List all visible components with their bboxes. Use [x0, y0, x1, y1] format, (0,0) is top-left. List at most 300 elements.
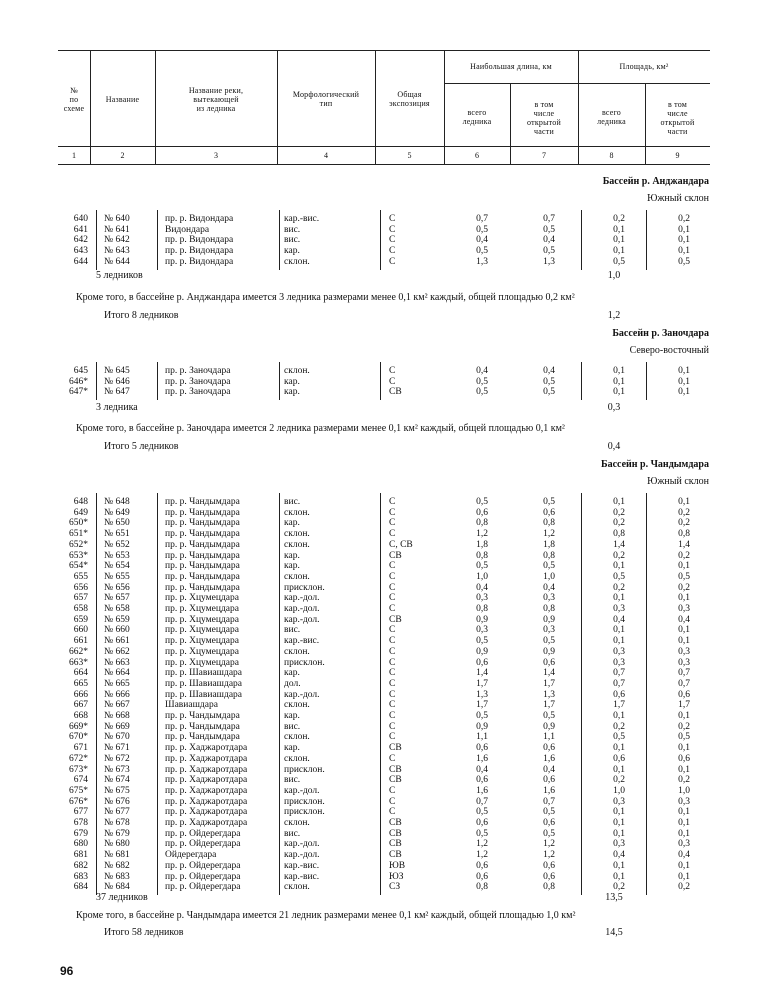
glacier-name: № 640	[104, 214, 130, 224]
length-open: 0,5	[543, 246, 555, 257]
scheme-number: 660	[73, 625, 88, 636]
length-open: 1,7	[543, 700, 555, 711]
length-open: 0,7	[543, 214, 555, 224]
glacier-name: № 676	[104, 796, 130, 807]
table-row	[0, 743, 761, 753]
scheme-number: 656	[73, 582, 88, 593]
glacier-name: № 659	[104, 614, 130, 625]
morph-type: присклон.	[284, 764, 325, 775]
scheme-number: 681	[73, 850, 88, 861]
column-number: 9	[675, 151, 680, 160]
basin-slope: Северо-восточный	[629, 345, 709, 356]
morph-type: склон.	[284, 571, 310, 582]
exposure: СВ	[389, 850, 402, 861]
area-open: 0,1	[678, 636, 690, 647]
extra-glaciers-note: Кроме того, в бассейне р. Заночдара имеется 2 ледника размерами менее 0,1 км² каждый, общей площадью 0,1 км²	[76, 423, 565, 434]
length-total: 0,5	[476, 561, 488, 572]
table-row	[0, 658, 761, 668]
river-name: пр. р. Шавиашдара	[165, 689, 243, 700]
glacier-name: № 667	[104, 700, 130, 711]
area-open: 0,1	[678, 561, 690, 572]
length-total: 0,5	[476, 711, 488, 721]
area-open: 0,1	[678, 743, 690, 754]
length-open: 1,6	[543, 753, 555, 764]
glacier-name: № 682	[104, 860, 130, 871]
glacier-name: № 668	[104, 711, 130, 721]
scheme-number: 666	[73, 689, 88, 700]
morph-type: кар.	[284, 561, 300, 572]
area-total: 0,4	[613, 614, 625, 625]
scheme-number: 682	[73, 860, 88, 871]
area-total: 0,3	[613, 604, 625, 614]
area-total: 0,4	[613, 850, 625, 861]
table-row	[0, 765, 761, 775]
table-row	[0, 583, 761, 593]
table-row	[0, 561, 761, 571]
length-total: 0,5	[476, 807, 488, 818]
river-name: пр. р. Ойдерегдара	[165, 871, 241, 882]
area-total: 0,2	[613, 214, 625, 224]
morph-type: присклон.	[284, 796, 325, 807]
area-open: 0,1	[678, 366, 690, 376]
area-open: 0,7	[678, 678, 690, 689]
exposure: С	[389, 571, 396, 582]
river-name: пр. р. Хаджаротдара	[165, 775, 248, 786]
river-name: пр. р. Чандымдара	[165, 582, 240, 593]
exposure: С	[389, 711, 396, 721]
area-total: 0,3	[613, 796, 625, 807]
length-total: 0,6	[476, 657, 488, 668]
morph-type: кар.	[284, 387, 300, 398]
river-name: пр. р. Чандымдара	[165, 497, 240, 507]
length-open: 0,4	[543, 366, 555, 376]
area-open: 0,8	[678, 529, 690, 540]
area-open: 0,1	[678, 625, 690, 636]
morph-type: кар.	[284, 550, 300, 561]
table-row	[0, 529, 761, 539]
glacier-name: № 670	[104, 732, 130, 743]
scheme-number: 677	[73, 807, 88, 818]
scheme-number: 675*	[69, 785, 88, 796]
scheme-number: 648	[73, 497, 88, 507]
column-number: 8	[609, 151, 614, 160]
table-row	[0, 604, 761, 614]
length-total: 0,7	[476, 796, 488, 807]
area-open: 0,1	[678, 387, 690, 398]
exposure: С	[389, 668, 396, 679]
area-open: 0,5	[678, 571, 690, 582]
table-row	[0, 679, 761, 689]
length-total: 0,4	[476, 366, 488, 376]
exposure: С	[389, 497, 396, 507]
area-total: 0,8	[613, 529, 625, 540]
glacier-name: № 666	[104, 689, 130, 700]
glacier-name: № 653	[104, 550, 130, 561]
length-total: 1,1	[476, 732, 488, 743]
scheme-number: 679	[73, 828, 88, 839]
length-total: 0,6	[476, 818, 488, 828]
river-name: пр. р. Ойдерегдара	[165, 828, 241, 839]
area-total: 0,2	[613, 721, 625, 732]
morph-type: кар.-вис.	[284, 860, 320, 871]
area-total: 0,1	[613, 636, 625, 647]
scheme-number: 644	[73, 256, 88, 267]
area-open: 0,1	[678, 828, 690, 839]
length-open: 0,5	[543, 376, 555, 387]
area-open: 1,4	[678, 539, 690, 550]
length-open: 1,3	[543, 689, 555, 700]
scheme-number: 663*	[69, 657, 88, 668]
length-open: 0,6	[543, 860, 555, 871]
river-name: пр. р. Ойдерегдара	[165, 882, 241, 893]
length-total: 1,3	[476, 256, 488, 267]
glacier-count: 37 ледников	[96, 892, 148, 903]
exposure: С	[389, 256, 396, 267]
table-row	[0, 366, 761, 376]
glacier-name: № 649	[104, 507, 130, 518]
exposure: С	[389, 582, 396, 593]
glacier-name: № 680	[104, 839, 130, 850]
basin-total: Итого 8 ледников	[104, 310, 179, 321]
morph-type: вис.	[284, 235, 301, 246]
area-open: 1,7	[678, 700, 690, 711]
length-open: 0,8	[543, 550, 555, 561]
area-total: 0,1	[613, 366, 625, 376]
length-open: 0,8	[543, 518, 555, 529]
glacier-name: № 677	[104, 807, 130, 818]
area-open: 0,2	[678, 582, 690, 593]
length-open: 0,9	[543, 646, 555, 657]
area-open: 0,2	[678, 550, 690, 561]
morph-type: кар.	[284, 376, 300, 387]
morph-type: вис.	[284, 775, 301, 786]
length-total: 1,8	[476, 539, 488, 550]
length-total: 0,8	[476, 604, 488, 614]
morph-type: кар.	[284, 518, 300, 529]
morph-type: кар.-дол.	[284, 593, 320, 604]
extra-glaciers-note: Кроме того, в бассейне р. Анджандара имеется 3 ледника размерами менее 0,1 км² каждый, общей площадью 0,2 км²	[76, 292, 575, 303]
river-name: пр. р. Чандымдара	[165, 721, 240, 732]
area-open: 0,5	[678, 732, 690, 743]
glacier-count-area: 13,5	[605, 892, 623, 903]
morph-type: склон.	[284, 366, 310, 376]
length-open: 0,3	[543, 625, 555, 636]
length-open: 0,9	[543, 721, 555, 732]
table-row	[0, 807, 761, 817]
glacier-name: № 683	[104, 871, 130, 882]
morph-type: вис.	[284, 721, 301, 732]
river-name: пр. р. Хцумецдара	[165, 614, 239, 625]
header-area-group: Площадь, км²	[619, 62, 669, 71]
glacier-name: № 648	[104, 497, 130, 507]
length-total: 0,6	[476, 743, 488, 754]
morph-type: склон.	[284, 882, 310, 893]
column-number: 4	[324, 151, 328, 160]
length-open: 0,7	[543, 796, 555, 807]
table-row	[0, 754, 761, 764]
exposure: СВ	[389, 828, 402, 839]
length-open: 1,7	[543, 678, 555, 689]
table-row	[0, 235, 761, 245]
river-name: пр. р. Заночдара	[165, 366, 231, 376]
area-total: 0,2	[613, 518, 625, 529]
length-total: 0,6	[476, 871, 488, 882]
length-total: 1,0	[476, 571, 488, 582]
river-name: Видондара	[165, 224, 210, 235]
area-total: 0,1	[613, 871, 625, 882]
exposure: С	[389, 366, 396, 376]
length-open: 1,2	[543, 529, 555, 540]
table-row	[0, 711, 761, 721]
exposure: С	[389, 246, 396, 257]
length-total: 1,2	[476, 839, 488, 850]
glacier-name: № 664	[104, 668, 130, 679]
length-open: 0,5	[543, 561, 555, 572]
river-name: пр. р. Чандымдара	[165, 529, 240, 540]
area-total: 0,3	[613, 646, 625, 657]
glacier-name: № 642	[104, 235, 130, 246]
area-total: 0,1	[613, 625, 625, 636]
scheme-number: 670*	[69, 732, 88, 743]
area-open: 0,3	[678, 657, 690, 668]
exposure: С	[389, 561, 396, 572]
length-total: 0,9	[476, 614, 488, 625]
length-total: 1,4	[476, 668, 488, 679]
glacier-name: № 644	[104, 256, 130, 267]
length-open: 0,3	[543, 593, 555, 604]
column-number: 7	[542, 151, 546, 160]
area-total: 0,1	[613, 497, 625, 507]
area-open: 0,2	[678, 214, 690, 224]
scheme-number: 684	[73, 882, 88, 893]
area-total: 0,2	[613, 507, 625, 518]
scheme-number: 678	[73, 818, 88, 828]
exposure: С	[389, 732, 396, 743]
scheme-number: 661	[73, 636, 88, 647]
length-total: 1,6	[476, 785, 488, 796]
scheme-number: 667	[73, 700, 88, 711]
table-row	[0, 387, 761, 397]
length-total: 0,6	[476, 775, 488, 786]
area-open: 0,3	[678, 839, 690, 850]
river-name: пр. р. Чандымдара	[165, 539, 240, 550]
river-name: пр. р. Хаджаротдара	[165, 807, 248, 818]
area-open: 0,3	[678, 604, 690, 614]
river-name: пр. р. Видондара	[165, 235, 234, 246]
table-row	[0, 377, 761, 387]
table-row	[0, 882, 761, 892]
area-open: 0,4	[678, 850, 690, 861]
glacier-name: № 641	[104, 224, 130, 235]
area-open: 0,2	[678, 775, 690, 786]
area-open: 0,1	[678, 497, 690, 507]
exposure: С	[389, 721, 396, 732]
table-row	[0, 540, 761, 550]
length-total: 0,3	[476, 593, 488, 604]
area-open: 0,2	[678, 518, 690, 529]
length-open: 0,5	[543, 636, 555, 647]
table-row	[0, 497, 761, 507]
table-row	[0, 732, 761, 742]
exposure: СВ	[389, 775, 402, 786]
morph-type: кар.-вис.	[284, 214, 320, 224]
scheme-number: 672*	[69, 753, 88, 764]
table-row	[0, 551, 761, 561]
exposure: С, СВ	[389, 539, 413, 550]
table-row	[0, 829, 761, 839]
length-open: 1,3	[543, 256, 555, 267]
river-name: пр. р. Хаджаротдара	[165, 743, 248, 754]
area-total: 0,1	[613, 376, 625, 387]
basin-total: Итого 58 ледников	[104, 927, 184, 938]
area-open: 0,1	[678, 376, 690, 387]
morph-type: кар.-дол.	[284, 850, 320, 861]
page-number: 96	[60, 964, 74, 978]
area-open: 0,1	[678, 224, 690, 235]
header-scheme-number: № по схеме	[63, 86, 85, 113]
exposure: С	[389, 785, 396, 796]
river-name: пр. р. Хаджаротдара	[165, 764, 248, 775]
scheme-number: 652*	[69, 539, 88, 550]
length-total: 0,5	[476, 224, 488, 235]
morph-type: присклон.	[284, 582, 325, 593]
length-open: 0,4	[543, 764, 555, 775]
exposure: С	[389, 646, 396, 657]
length-total: 1,2	[476, 850, 488, 861]
table-row	[0, 214, 761, 224]
area-open: 0,1	[678, 235, 690, 246]
glacier-name: № 669	[104, 721, 130, 732]
length-total: 0,6	[476, 507, 488, 518]
area-total: 0,1	[613, 807, 625, 818]
scheme-number: 643	[73, 246, 88, 257]
river-name: пр. р. Чандымдара	[165, 550, 240, 561]
area-open: 0,4	[678, 614, 690, 625]
scheme-number: 642	[73, 235, 88, 246]
table-row	[0, 593, 761, 603]
river-name: пр. р. Шавиашдара	[165, 678, 243, 689]
scheme-number: 650*	[69, 518, 88, 529]
morph-type: склон.	[284, 529, 310, 540]
basin-slope: Южный склон	[647, 476, 709, 487]
river-name: пр. р. Хцумецдара	[165, 657, 239, 668]
area-open: 0,5	[678, 256, 690, 267]
river-name: пр. р. Чандымдара	[165, 561, 240, 572]
morph-type: склон.	[284, 818, 310, 828]
area-total: 1,7	[613, 700, 625, 711]
header-area-open: в том числе открытой части	[660, 100, 695, 136]
river-name: пр. р. Видондара	[165, 246, 234, 257]
area-total: 0,1	[613, 860, 625, 871]
morph-type: кар.-дол.	[284, 785, 320, 796]
scheme-number: 680	[73, 839, 88, 850]
length-total: 0,8	[476, 550, 488, 561]
area-total: 0,2	[613, 582, 625, 593]
length-open: 0,5	[543, 224, 555, 235]
exposure: ЮВ	[389, 860, 406, 871]
length-total: 0,5	[476, 497, 488, 507]
area-total: 0,5	[613, 256, 625, 267]
exposure: С	[389, 625, 396, 636]
river-name: пр. р. Хцумецдара	[165, 646, 239, 657]
length-open: 1,1	[543, 732, 555, 743]
glacier-name: № 681	[104, 850, 130, 861]
length-open: 0,6	[543, 818, 555, 828]
exposure: С	[389, 636, 396, 647]
length-open: 1,0	[543, 571, 555, 582]
column-number: 3	[214, 151, 218, 160]
exposure: СВ	[389, 387, 402, 398]
column-number: 1	[72, 151, 76, 160]
scheme-number: 651*	[69, 529, 88, 540]
table-row	[0, 246, 761, 256]
area-total: 0,1	[613, 387, 625, 398]
area-total: 0,1	[613, 246, 625, 257]
scheme-number: 674	[73, 775, 88, 786]
header-length-total: всего ледника	[462, 108, 492, 126]
area-total: 0,2	[613, 882, 625, 893]
glacier-count: 3 ледника	[96, 402, 138, 413]
exposure: С	[389, 796, 396, 807]
table-row	[0, 668, 761, 678]
area-total: 0,5	[613, 571, 625, 582]
header-river: Название реки, вытекающей из ледника	[188, 86, 244, 113]
area-total: 0,7	[613, 678, 625, 689]
area-total: 0,1	[613, 743, 625, 754]
glacier-name: № 678	[104, 818, 130, 828]
scheme-number: 657	[73, 593, 88, 604]
area-total: 0,1	[613, 593, 625, 604]
exposure: С	[389, 657, 396, 668]
morph-type: склон.	[284, 753, 310, 764]
river-name: пр. р. Шавиашдара	[165, 668, 243, 679]
length-open: 0,6	[543, 775, 555, 786]
river-name: пр. р. Хаджаротдара	[165, 796, 248, 807]
glacier-name: № 656	[104, 582, 130, 593]
area-total: 0,1	[613, 764, 625, 775]
table-row	[0, 797, 761, 807]
exposure: С	[389, 518, 396, 529]
morph-type: дол.	[284, 678, 301, 689]
morph-type: кар.	[284, 246, 300, 257]
glacier-name: № 675	[104, 785, 130, 796]
exposure: С	[389, 224, 396, 235]
area-total: 0,1	[613, 224, 625, 235]
morph-type: кар.-дол.	[284, 614, 320, 625]
scheme-number: 673*	[69, 764, 88, 775]
basin-title: Бассейн р. Чандымдара	[600, 459, 709, 470]
river-name: пр. р. Хцумецдара	[165, 604, 239, 614]
glacier-name: № 679	[104, 828, 130, 839]
morph-type: кар.	[284, 743, 300, 754]
length-total: 0,5	[476, 387, 488, 398]
scheme-number: 646*	[69, 376, 88, 387]
exposure: С	[389, 700, 396, 711]
length-total: 0,5	[476, 246, 488, 257]
length-open: 1,2	[543, 850, 555, 861]
basin-slope: Южный склон	[647, 193, 709, 204]
area-open: 0,3	[678, 796, 690, 807]
exposure: С	[389, 376, 396, 387]
river-name: Шавиашдара	[165, 700, 218, 711]
basin-total-area: 14,5	[605, 927, 623, 938]
glacier-name: № 647	[104, 387, 130, 398]
morph-type: присклон.	[284, 657, 325, 668]
area-total: 0,3	[613, 657, 625, 668]
length-total: 1,7	[476, 678, 488, 689]
header-area-total: всего ледника	[597, 108, 626, 126]
table-row	[0, 850, 761, 860]
